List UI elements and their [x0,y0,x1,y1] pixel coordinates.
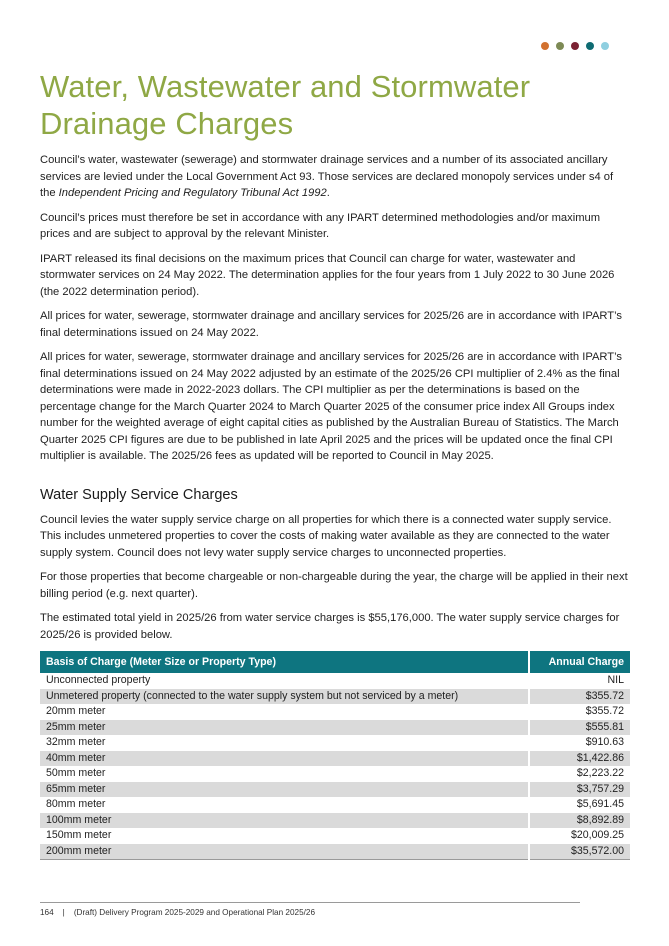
charge-cell: $2,223.22 [576,767,624,779]
basis-cell: 20mm meter [40,704,529,720]
charge-cell: $1,422.86 [529,751,631,767]
charge-cell: $35,572.00 [529,844,631,860]
basis-cell: 150mm meter [40,828,529,844]
intro-paragraph-2: Council’s prices must therefore be set in accordance with any IPART determined methodologies and/or maximum prices and are subject to approval by the relevant Minister. [40,211,601,240]
intro-paragraph-5: All prices for water, sewerage, stormwater drainage and ancillary services for 2025/26 are in accordance with IPART’s final determinations issued on 24 May 2022 adjusted by an estimate of the 2025/26 CPI multiplier of 2.4% as the final determinations were made in 2022-2023 dollars. The CPI multiplier as per the determinations is based on the percentage change for the March Quarter 2024 to March Quarter 2025 of the consumer price index All Groups index number for the weighted average of eight capital cities as published by the Australian Bureau of Statistics. The March Quarter 2025 CPI figures are due to be published in late April 2025 and the prices will be updated once the final CPI multiplier is available. The 2025/26 fees as updated will be reported to Council in May 2025. [40,351,623,462]
charge-cell: $355.72 [529,689,631,705]
table-row [40,704,630,720]
table-body [40,673,630,860]
dot-1 [541,42,549,50]
table-row [40,689,630,705]
charge-cell: $5,691.45 [576,798,624,810]
basis-cell: 32mm meter [40,735,529,751]
table-row [40,673,630,689]
basis-cell: 65mm meter [40,782,529,798]
dot-4 [586,42,594,50]
section-heading: Water Supply Service Charges [40,486,238,503]
table-row [40,735,630,751]
basis-cell: 200mm meter [40,844,529,860]
footer-document-title: (Draft) Delivery Program 2025-2029 and Operational Plan 2025/26 [73,908,316,917]
footer-divider [40,902,580,903]
table-header-row [40,651,630,673]
table-row [40,797,630,813]
decorative-dots [541,42,609,50]
table-row [40,720,630,736]
section-paragraph-3: The estimated total yield in 2025/26 from water service charges is $55,176,000. The water supply service charges for 2025/26 is provided below. [40,612,620,641]
charges-table [40,651,630,860]
table-row [40,782,630,798]
table-row [40,844,630,860]
table-row [40,766,630,782]
header-basis: Basis of Charge (Meter Size or Property Type) [40,651,529,673]
basis-cell: 80mm meter [40,797,529,813]
charge-cell: $20,009.25 [570,829,624,841]
page-footer [40,908,315,917]
dot-2 [556,42,564,50]
charge-cell: $910.63 [585,736,624,748]
main-content [40,152,630,860]
basis-cell: 50mm meter [40,766,529,782]
footer-separator: | [62,908,65,917]
intro-paragraph-3: IPART released its final decisions on the maximum prices that Council can charge for water, wastewater and stormwater services on 24 May 2022. The determination applies for the four years from 1 July 2022 to 30 June 2026 (the 2022 determination period). [40,252,615,298]
dot-5 [601,42,609,50]
page-number: 164 [40,908,54,917]
table-row [40,751,630,767]
section-paragraph-2: For those properties that become chargeable or non-chargeable during the year, the charge will be applied in their next billing period (e.g. next quarter). [40,571,628,600]
header-charge: Annual Charge [529,651,631,673]
act-title: Independent Pricing and Regulatory Tribunal Act 1992 [58,187,327,199]
section-paragraph-1: Council levies the water supply service charge on all properties for which there is a connected water supply service. This includes unmetered properties to cover the costs of making water available as they are connected to the water supply system. Council does not levy water supply service charges to unconnected properties. [40,513,612,559]
charge-cell: $555.81 [529,720,631,736]
basis-cell: 100mm meter [40,813,529,829]
charge-cell: $355.72 [585,705,624,717]
basis-cell: 25mm meter [40,720,529,736]
table-row [40,828,630,844]
table-row [40,813,630,829]
intro-paragraph-1: Council’s water, wastewater (sewerage) and stormwater drainage services and a number of its associated ancillary services are levied under the Local Government Act 93. Those services are declared monopoly services under s4 of the Independent Pricing and Regulatory Tribunal Act 1992. [40,154,614,199]
charge-cell: NIL [607,674,624,686]
page-title: Water, Wastewater and Stormwater Drainage Charges [40,69,531,141]
charge-cell: $8,892.89 [529,813,631,829]
charge-cell: $3,757.29 [529,782,631,798]
basis-cell: 40mm meter [40,751,529,767]
basis-cell: Unconnected property [40,673,529,689]
intro-paragraph-4: All prices for water, sewerage, stormwater drainage and ancillary services for 2025/26 are in accordance with IPART’s final determinations issued on 24 May 2022. [40,310,623,339]
dot-3 [571,42,579,50]
basis-cell: Unmetered property (connected to the water supply system but not serviced by a meter) [40,689,529,705]
